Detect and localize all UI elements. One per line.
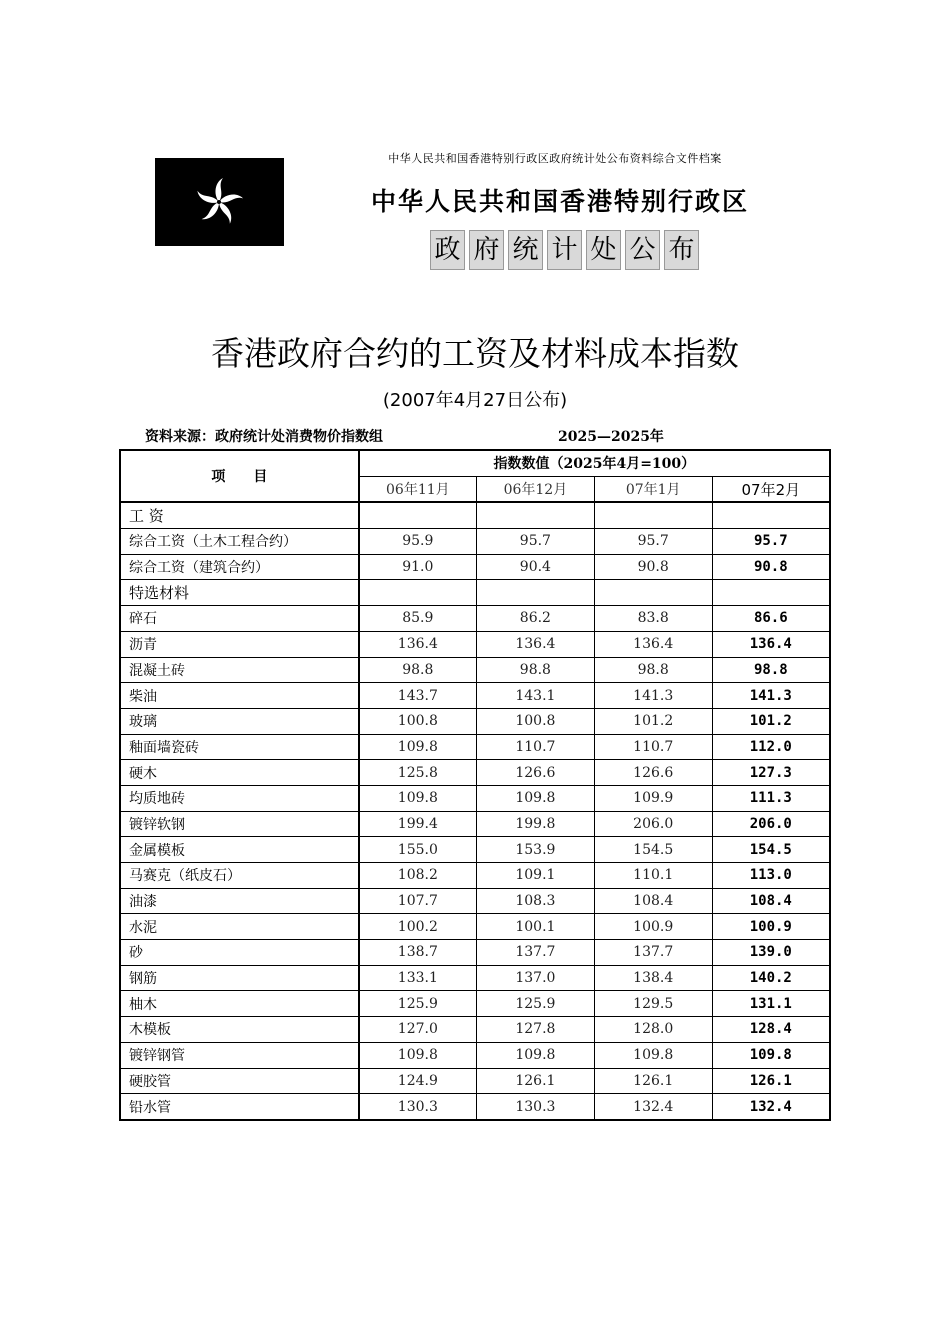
index-value: 136.4 [476,631,594,657]
index-value: 110.7 [476,734,594,760]
index-value: 129.5 [594,991,712,1017]
department-char: 公 [625,230,660,270]
index-value: 136.4 [712,631,830,657]
index-value: 133.1 [359,965,477,991]
index-value: 132.4 [594,1094,712,1120]
page-title: 香港政府合约的工资及材料成本指数 [211,334,739,373]
region-name: 中华人民共和国香港特别行政区 [370,187,749,216]
index-value [476,580,594,606]
index-value: 110.7 [594,734,712,760]
index-value: 101.2 [712,708,830,734]
index-value: 132.4 [712,1094,830,1120]
index-value: 137.7 [476,940,594,966]
item-label: 水泥 [120,914,359,940]
index-value [712,580,830,606]
index-value: 109.8 [476,1042,594,1068]
index-value: 126.1 [476,1068,594,1094]
table-row [120,1017,830,1043]
index-value: 126.1 [594,1068,712,1094]
item-label: 综合工资（建筑合约） [120,554,359,580]
department-char: 处 [586,230,621,270]
table-row [120,914,830,940]
month-header: 07年2月 [712,476,830,502]
month-header: 06年11月 [359,476,477,502]
table-row [120,631,830,657]
index-value: 86.6 [712,606,830,632]
index-value: 109.1 [476,863,594,889]
item-label: 钢筋 [120,965,359,991]
section-label: 特选材料 [120,580,359,606]
index-value: 108.4 [712,888,830,914]
table-row [120,785,830,811]
index-value: 206.0 [712,811,830,837]
index-value [594,502,712,528]
table-row [120,708,830,734]
index-value: 125.8 [359,760,477,786]
index-value: 109.8 [359,1042,477,1068]
item-label: 砂 [120,940,359,966]
index-value: 100.9 [712,914,830,940]
index-value: 95.7 [476,529,594,555]
index-value: 98.8 [712,657,830,683]
table-row [120,863,830,889]
item-header: 项 目 [120,450,359,502]
index-value [359,502,477,528]
index-value: 199.8 [476,811,594,837]
table-row [120,554,830,580]
item-label: 木模板 [120,1017,359,1043]
index-value: 140.2 [712,965,830,991]
table-row [120,1094,830,1120]
item-label: 柴油 [120,683,359,709]
index-value: 136.4 [359,631,477,657]
index-value: 125.9 [359,991,477,1017]
index-value: 137.0 [476,965,594,991]
index-value: 98.8 [594,657,712,683]
month-header: 06年12月 [476,476,594,502]
index-value: 138.7 [359,940,477,966]
item-label: 碎石 [120,606,359,632]
index-value: 107.7 [359,888,477,914]
table-row [120,811,830,837]
item-label: 综合工资（土木工程合约） [120,529,359,555]
index-value: 100.8 [359,708,477,734]
index-value: 109.8 [594,1042,712,1068]
table-row [120,760,830,786]
index-value: 199.4 [359,811,477,837]
index-value: 130.3 [476,1094,594,1120]
department-name [430,230,699,270]
item-label: 镀锌钢管 [120,1042,359,1068]
index-value: 100.9 [594,914,712,940]
index-value: 90.8 [712,554,830,580]
index-value [359,580,477,606]
index-value: 143.7 [359,683,477,709]
index-value: 113.0 [712,863,830,889]
department-char: 统 [508,230,543,270]
table-row [120,1068,830,1094]
item-label: 油漆 [120,888,359,914]
index-value: 108.3 [476,888,594,914]
index-value: 100.8 [476,708,594,734]
department-char: 计 [547,230,582,270]
index-value: 86.2 [476,606,594,632]
table-row [120,734,830,760]
data-source: 资料来源：政府统计处消费物价指数组 [145,429,383,445]
bauhinia-icon [189,172,249,232]
section-label: 工 资 [120,502,359,528]
index-value: 90.8 [594,554,712,580]
index-value: 127.8 [476,1017,594,1043]
index-value: 112.0 [712,734,830,760]
department-char: 府 [469,230,504,270]
index-value: 111.3 [712,785,830,811]
index-value [712,502,830,528]
index-value: 139.0 [712,940,830,966]
index-value: 125.9 [476,991,594,1017]
index-value: 136.4 [594,631,712,657]
item-label: 铅水管 [120,1094,359,1120]
item-label: 柚木 [120,991,359,1017]
index-value: 127.3 [712,760,830,786]
index-value: 95.9 [359,529,477,555]
index-value: 124.9 [359,1068,477,1094]
index-value: 110.1 [594,863,712,889]
item-label: 釉面墙瓷砖 [120,734,359,760]
index-value: 98.8 [359,657,477,683]
index-value [476,502,594,528]
index-value: 141.3 [712,683,830,709]
item-label: 玻璃 [120,708,359,734]
index-value: 95.7 [594,529,712,555]
index-value: 127.0 [359,1017,477,1043]
index-value: 138.4 [594,965,712,991]
item-label: 硬胶管 [120,1068,359,1094]
index-value: 108.4 [594,888,712,914]
table-row [120,837,830,863]
index-value [594,580,712,606]
index-value: 126.1 [712,1068,830,1094]
department-char: 政 [430,230,465,270]
year-range: 2025—2025年 [558,429,664,445]
table-row [120,580,830,606]
index-value: 101.2 [594,708,712,734]
item-label: 金属模板 [120,837,359,863]
index-value: 131.1 [712,991,830,1017]
item-label: 沥青 [120,631,359,657]
index-value: 155.0 [359,837,477,863]
index-value: 109.8 [712,1042,830,1068]
index-value: 128.0 [594,1017,712,1043]
index-value: 108.2 [359,863,477,889]
index-value: 98.8 [476,657,594,683]
index-value: 128.4 [712,1017,830,1043]
index-table [119,449,831,1121]
table-row [120,1042,830,1068]
index-value: 109.8 [359,785,477,811]
month-header: 07年1月 [594,476,712,502]
index-value: 154.5 [594,837,712,863]
table-row [120,529,830,555]
release-date: (2007年4月27日公布) [382,390,568,411]
header-top-line: 中华人民共和国香港特别行政区政府统计处公布资料综合文件档案 [388,152,722,165]
item-label: 混凝土砖 [120,657,359,683]
item-label: 马赛克（纸皮石） [120,863,359,889]
index-value: 85.9 [359,606,477,632]
index-group-header: 指数数值（2025年4月=100） [359,450,830,476]
table-row [120,683,830,709]
department-char: 布 [664,230,699,270]
hksar-flag [155,158,284,246]
index-value: 153.9 [476,837,594,863]
index-value: 91.0 [359,554,477,580]
index-value: 83.8 [594,606,712,632]
index-value: 126.6 [476,760,594,786]
index-value: 143.1 [476,683,594,709]
index-value: 90.4 [476,554,594,580]
index-value: 109.8 [359,734,477,760]
table-row [120,657,830,683]
item-label: 硬木 [120,760,359,786]
index-value: 100.2 [359,914,477,940]
index-value: 154.5 [712,837,830,863]
index-value: 109.9 [594,785,712,811]
index-value: 95.7 [712,529,830,555]
item-label: 镀锌软钢 [120,811,359,837]
table-row [120,940,830,966]
table-row [120,965,830,991]
table-row [120,606,830,632]
table-row [120,888,830,914]
index-value: 141.3 [594,683,712,709]
table-row [120,991,830,1017]
table-row [120,502,830,528]
index-value: 109.8 [476,785,594,811]
index-value: 100.1 [476,914,594,940]
index-value: 130.3 [359,1094,477,1120]
item-label: 均质地砖 [120,785,359,811]
index-value: 126.6 [594,760,712,786]
index-value: 206.0 [594,811,712,837]
index-value: 137.7 [594,940,712,966]
